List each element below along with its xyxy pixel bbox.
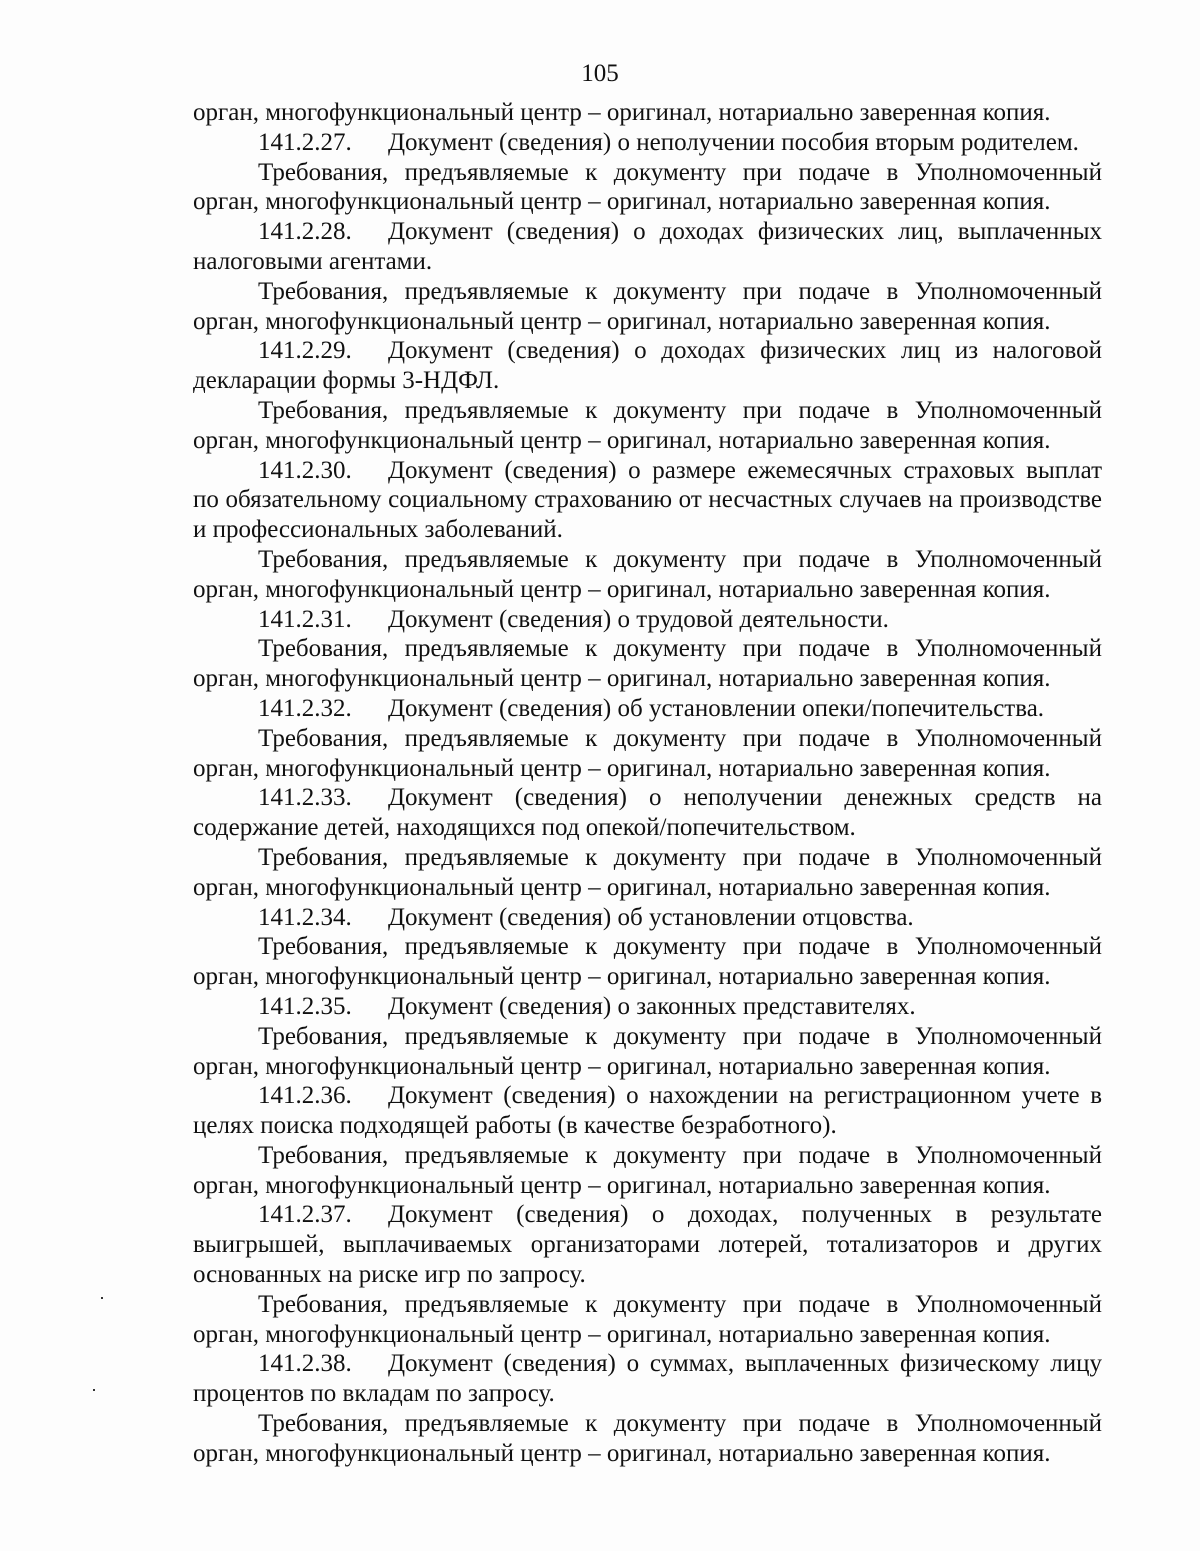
- document-body: [193, 98, 1102, 1469]
- item-141-2-28: [193, 217, 1102, 277]
- continued-line: орган, многофункциональный центр – оригинал, нотариально заверенная копия.: [193, 99, 1051, 126]
- requirement-paragraph: Требования, предъявляемые к документу при подаче в Уполномоченный орган, многофункциональный центр – оригинал, нотариально заверенная копия.: [193, 277, 1102, 335]
- item-number: 141.2.35.: [258, 992, 352, 1020]
- scan-speck: [101, 1297, 103, 1299]
- item-text: Документ (сведения) о неполучении пособия вторым родителем.: [388, 128, 1079, 156]
- requirement-paragraph: Требования, предъявляемые к документу при подаче в Уполномоченный орган, многофункциональный центр – оригинал, нотариально заверенная копия.: [193, 396, 1102, 454]
- item-number: 141.2.37.: [258, 1201, 352, 1229]
- requirement-paragraph: Требования, предъявляемые к документу при подаче в Уполномоченный орган, многофункциональный центр – оригинал, нотариально заверенная копия.: [193, 545, 1102, 603]
- requirement-paragraph: Требования, предъявляемые к документу при подаче в Уполномоченный орган, многофункциональный центр – оригинал, нотариально заверенная копия.: [193, 1290, 1102, 1348]
- requirement-paragraph: Требования, предъявляемые к документу при подаче в Уполномоченный орган, многофункциональный центр – оригинал, нотариально заверенная копия.: [193, 724, 1102, 782]
- requirement-paragraph: Требования, предъявляемые к документу при подаче в Уполномоченный орган, многофункциональный центр – оригинал, нотариально заверенная копия.: [193, 1410, 1102, 1467]
- item-number: 141.2.33.: [258, 784, 352, 812]
- item-text: Документ (сведения) о доходах физических лиц, выплаченных налоговыми агентами.: [193, 218, 1102, 275]
- requirement-paragraph: Требования, предъявляемые к документу при подаче в Уполномоченный орган, многофункциональный центр – оригинал, нотариально заверенная копия.: [193, 843, 1102, 901]
- scan-speck: [93, 1389, 95, 1391]
- item-text: Документ (сведения) о размере ежемесячных страховых выплат по обязательному социальному страхованию от несчастных случаев на производстве и профессиональных заболеваний.: [193, 456, 1102, 544]
- item-141-2-27: [193, 128, 1102, 158]
- item-number: 141.2.30.: [258, 456, 352, 484]
- requirement-paragraph: Требования, предъявляемые к документу при подаче в Уполномоченный орган, многофункциональный центр – оригинал, нотариально заверенная копия.: [193, 158, 1102, 216]
- item-number: 141.2.31.: [258, 605, 352, 633]
- item-141-2-30: [193, 456, 1102, 545]
- item-text: Документ (сведения) о трудовой деятельности.: [388, 605, 889, 633]
- requirement-paragraph: Требования, предъявляемые к документу при подаче в Уполномоченный орган, многофункциональный центр – оригинал, нотариально заверенная копия.: [193, 1141, 1102, 1199]
- requirement-paragraph: Требования, предъявляемые к документу при подаче в Уполномоченный орган, многофункциональный центр – оригинал, нотариально заверенная копия.: [193, 635, 1102, 693]
- item-number: 141.2.29.: [258, 337, 352, 365]
- item-141-2-36: [193, 1081, 1102, 1141]
- item-number: 141.2.38.: [258, 1350, 352, 1378]
- item-number: 141.2.34.: [258, 903, 352, 931]
- item-141-2-35: [193, 992, 1102, 1022]
- item-text: Документ (сведения) об установлении опеки/попечительства.: [388, 694, 1045, 722]
- page-number: 105: [581, 60, 619, 87]
- item-141-2-33: [193, 783, 1102, 843]
- item-141-2-37: [193, 1200, 1102, 1289]
- item-141-2-38: [193, 1349, 1102, 1409]
- item-number: 141.2.27.: [258, 128, 352, 156]
- item-141-2-34: [193, 903, 1102, 933]
- item-141-2-31: [193, 605, 1102, 635]
- item-text: Документ (сведения) о доходах, полученных в результате выигрышей, выплачиваемых организаторами лотерей, тотализаторов и других основанных на риске игр по запросу.: [193, 1201, 1102, 1289]
- item-text: Документ (сведения) об установлении отцовства.: [388, 903, 914, 931]
- item-number: 141.2.32.: [258, 694, 352, 722]
- item-text: Документ (сведения) о нахождении на регистрационном учете в целях поиска подходящей работы (в качестве безработного).: [193, 1082, 1102, 1140]
- requirement-paragraph: Требования, предъявляемые к документу при подаче в Уполномоченный орган, многофункциональный центр – оригинал, нотариально заверенная копия.: [193, 933, 1102, 991]
- item-141-2-32: [193, 694, 1102, 724]
- item-text: Документ (сведения) о суммах, выплаченных физическому лицу процентов по вкладам по запросу.: [193, 1350, 1102, 1408]
- item-text: Документ (сведения) о законных представителях.: [388, 992, 916, 1020]
- item-number: 141.2.36.: [258, 1082, 352, 1110]
- requirement-paragraph: Требования, предъявляемые к документу при подаче в Уполномоченный орган, многофункциональный центр – оригинал, нотариально заверенная копия.: [193, 1022, 1102, 1080]
- item-text: Документ (сведения) о неполучении денежных средств на содержание детей, находящихся под опекой/попечительством.: [193, 784, 1102, 842]
- item-141-2-29: [193, 336, 1102, 396]
- item-text: Документ (сведения) о доходах физических лиц из налоговой декларации формы 3-НДФЛ.: [193, 337, 1102, 395]
- item-number: 141.2.28.: [258, 218, 352, 246]
